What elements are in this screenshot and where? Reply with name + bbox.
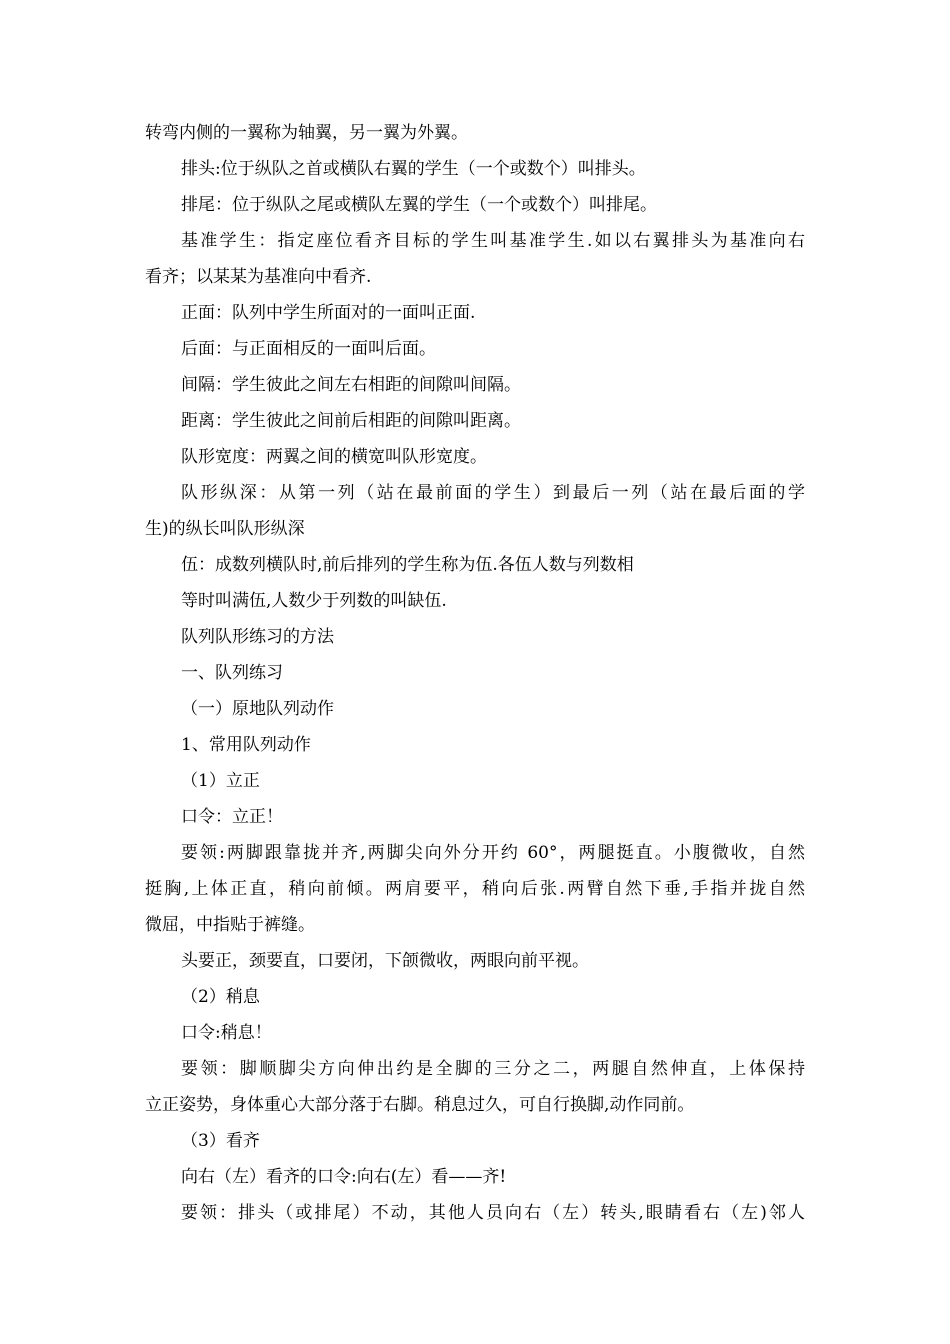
text-line: 排头:位于纵队之首或横队右翼的学生（一个或数个）叫排头。 xyxy=(181,159,646,179)
text-line: 后面：与正面相反的一面叫后面。 xyxy=(181,339,436,359)
text-line: 头要正，颈要直，口要闭，下颌微收，两眼向前平视。 xyxy=(181,951,589,971)
text-line: 等时叫满伍,人数少于列数的叫缺伍. xyxy=(181,591,447,611)
text-line: 基准学生：指定座位看齐目标的学生叫基准学生.如以右翼排头为基准向右 xyxy=(181,231,805,251)
section-heading: （一）原地队列动作 xyxy=(181,699,334,719)
section-heading: （2）稍息 xyxy=(181,987,260,1007)
text-line: 间隔：学生彼此之间左右相距的间隙叫间隔。 xyxy=(181,375,521,395)
text-line: 队形纵深：从第一列（站在最前面的学生）到最后一列（站在最后面的学 xyxy=(181,483,805,503)
text-line: 排尾：位于纵队之尾或横队左翼的学生（一个或数个）叫排尾。 xyxy=(181,195,657,215)
text-line: 距离：学生彼此之间前后相距的间隙叫距离。 xyxy=(181,411,521,431)
section-heading: 队列队形练习的方法 xyxy=(181,627,334,647)
section-heading: （3）看齐 xyxy=(181,1131,260,1151)
text-line: 口令:稍息！ xyxy=(181,1023,272,1043)
section-heading: （1）立正 xyxy=(181,771,260,791)
text-line: 转弯内侧的一翼称为轴翼，另一翼为外翼。 xyxy=(145,123,468,143)
text-line: 生)的纵长叫队形纵深 xyxy=(145,519,305,539)
section-heading: 一、队列练习 xyxy=(181,663,283,683)
text-line: 向右（左）看齐的口令:向右(左）看——齐! xyxy=(181,1167,507,1187)
text-line: 挺胸,上体正直，稍向前倾。两肩要平，稍向后张.两臂自然下垂,手指并拢自然 xyxy=(145,879,805,899)
text-line: 要领:两脚跟靠拢并齐,两脚尖向外分开约 60°，两腿挺直。小腹微收，自然 xyxy=(181,843,805,863)
text-line: 要领：排头（或排尾）不动，其他人员向右（左）转头,眼睛看右（左)邻人 xyxy=(181,1203,805,1223)
text-line: 队形宽度：两翼之间的横宽叫队形宽度。 xyxy=(181,447,487,467)
text-line: 微屈，中指贴于裤缝。 xyxy=(145,915,315,935)
text-line: 伍：成数列横队时,前后排列的学生称为伍.各伍人数与列数相 xyxy=(181,555,634,575)
text-line: 口令：立正！ xyxy=(181,807,283,827)
text-line: 立正姿势，身体重心大部分落于右脚。稍息过久，可自行换脚,动作同前。 xyxy=(145,1095,695,1115)
text-line: 正面：队列中学生所面对的一面叫正面. xyxy=(181,303,476,323)
text-line: 要领：脚顺脚尖方向伸出约是全脚的三分之二，两腿自然伸直，上体保持 xyxy=(181,1059,805,1079)
section-heading: 1、常用队列动作 xyxy=(181,735,311,755)
text-line: 看齐；以某某为基准向中看齐. xyxy=(145,267,372,287)
